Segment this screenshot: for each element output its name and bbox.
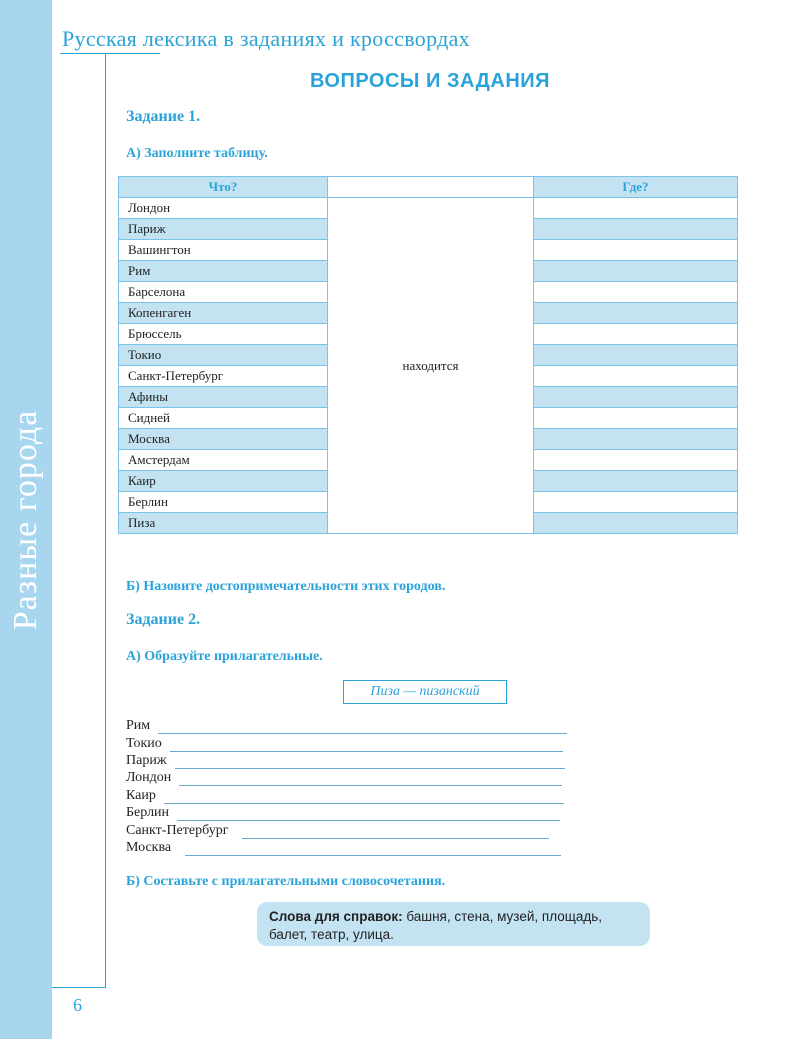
city-cell: Каир xyxy=(119,471,328,492)
city-cell: Брюссель xyxy=(119,324,328,345)
example-box: Пиза — пизанский xyxy=(343,680,507,704)
adjective-row xyxy=(126,786,564,804)
answer-cell[interactable] xyxy=(534,471,738,492)
city-cell: Токио xyxy=(119,345,328,366)
answer-cell[interactable] xyxy=(534,240,738,261)
city-cell: Афины xyxy=(119,387,328,408)
city-cell: Пиза xyxy=(119,513,328,534)
adjective-word: Москва xyxy=(126,840,172,855)
page-number: 6 xyxy=(73,995,82,1015)
col-where-header: Где? xyxy=(534,177,738,198)
city-cell: Барселона xyxy=(119,282,328,303)
answer-cell[interactable] xyxy=(534,324,738,345)
answer-line[interactable] xyxy=(185,842,561,856)
answer-cell[interactable] xyxy=(534,198,738,219)
table-header-row xyxy=(119,177,738,198)
adjective-row xyxy=(126,821,549,839)
answer-cell[interactable] xyxy=(534,387,738,408)
adjective-word: Лондон xyxy=(126,770,172,785)
adjective-word: Рим xyxy=(126,718,151,733)
city-cell: Лондон xyxy=(119,198,328,219)
answer-cell[interactable] xyxy=(534,282,738,303)
adjective-row xyxy=(126,751,565,769)
hint-text: башня, стена, музей, площадь, балет, театр, улица. xyxy=(269,909,603,942)
table-row xyxy=(119,198,738,219)
answer-cell[interactable] xyxy=(534,450,738,471)
header-underline xyxy=(60,53,160,54)
answer-line[interactable] xyxy=(170,738,563,752)
city-cell: Москва xyxy=(119,429,328,450)
adjective-row xyxy=(126,803,560,821)
answer-line[interactable] xyxy=(179,772,562,786)
adjective-word: Токио xyxy=(126,736,162,751)
frame-bottom-line xyxy=(52,987,106,988)
cities-table xyxy=(118,176,738,534)
city-cell: Копенгаген xyxy=(119,303,328,324)
city-cell: Рим xyxy=(119,261,328,282)
answer-cell[interactable] xyxy=(534,345,738,366)
task1-part-b: Б) Назовите достопримечательности этих городов. xyxy=(126,579,446,594)
side-title: Разные города xyxy=(7,409,44,631)
frame-vertical-line xyxy=(105,53,106,987)
answer-cell[interactable] xyxy=(534,408,738,429)
answer-line[interactable] xyxy=(175,755,565,769)
answer-cell[interactable] xyxy=(534,219,738,240)
adjective-word: Берлин xyxy=(126,805,170,820)
city-cell: Берлин xyxy=(119,492,328,513)
answer-cell[interactable] xyxy=(534,303,738,324)
header-title: Русская лексика в заданиях и кроссвордах xyxy=(62,26,470,51)
task2-part-a: А) Образуйте прилагательные. xyxy=(126,649,323,664)
answer-line[interactable] xyxy=(242,825,549,839)
task2-part-b: Б) Составьте с прилагательными словосочетания. xyxy=(126,874,446,889)
answer-cell[interactable] xyxy=(534,261,738,282)
answer-cell[interactable] xyxy=(534,429,738,450)
adjective-word: Санкт-Петербург xyxy=(126,823,229,838)
answer-cell[interactable] xyxy=(534,513,738,534)
task1-title: Задание 1. xyxy=(126,108,201,125)
col-verb-header xyxy=(328,177,534,198)
adjective-word: Каир xyxy=(126,788,156,803)
adjective-row xyxy=(126,716,567,734)
city-cell: Амстердам xyxy=(119,450,328,471)
city-cell: Сидней xyxy=(119,408,328,429)
answer-cell[interactable] xyxy=(534,492,738,513)
verb-cell: находится xyxy=(328,198,534,534)
task2-title: Задание 2. xyxy=(126,611,201,628)
city-cell: Санкт-Петербург xyxy=(119,366,328,387)
adjective-row xyxy=(126,734,563,752)
answer-line[interactable] xyxy=(164,790,564,804)
hint-label: Слова для справок: xyxy=(269,909,403,924)
answer-line[interactable] xyxy=(177,807,560,821)
answer-line[interactable] xyxy=(158,720,567,734)
city-cell: Париж xyxy=(119,219,328,240)
section-title: ВОПРОСЫ И ЗАДАНИЯ xyxy=(309,70,551,92)
adjective-row xyxy=(126,768,562,786)
adjective-word: Париж xyxy=(126,753,167,768)
answer-cell[interactable] xyxy=(534,366,738,387)
city-cell: Вашингтон xyxy=(119,240,328,261)
col-what-header: Что? xyxy=(119,177,328,198)
task1-part-a: А) Заполните таблицу. xyxy=(126,146,268,161)
hint-box xyxy=(257,902,650,946)
adjective-row xyxy=(126,838,561,856)
